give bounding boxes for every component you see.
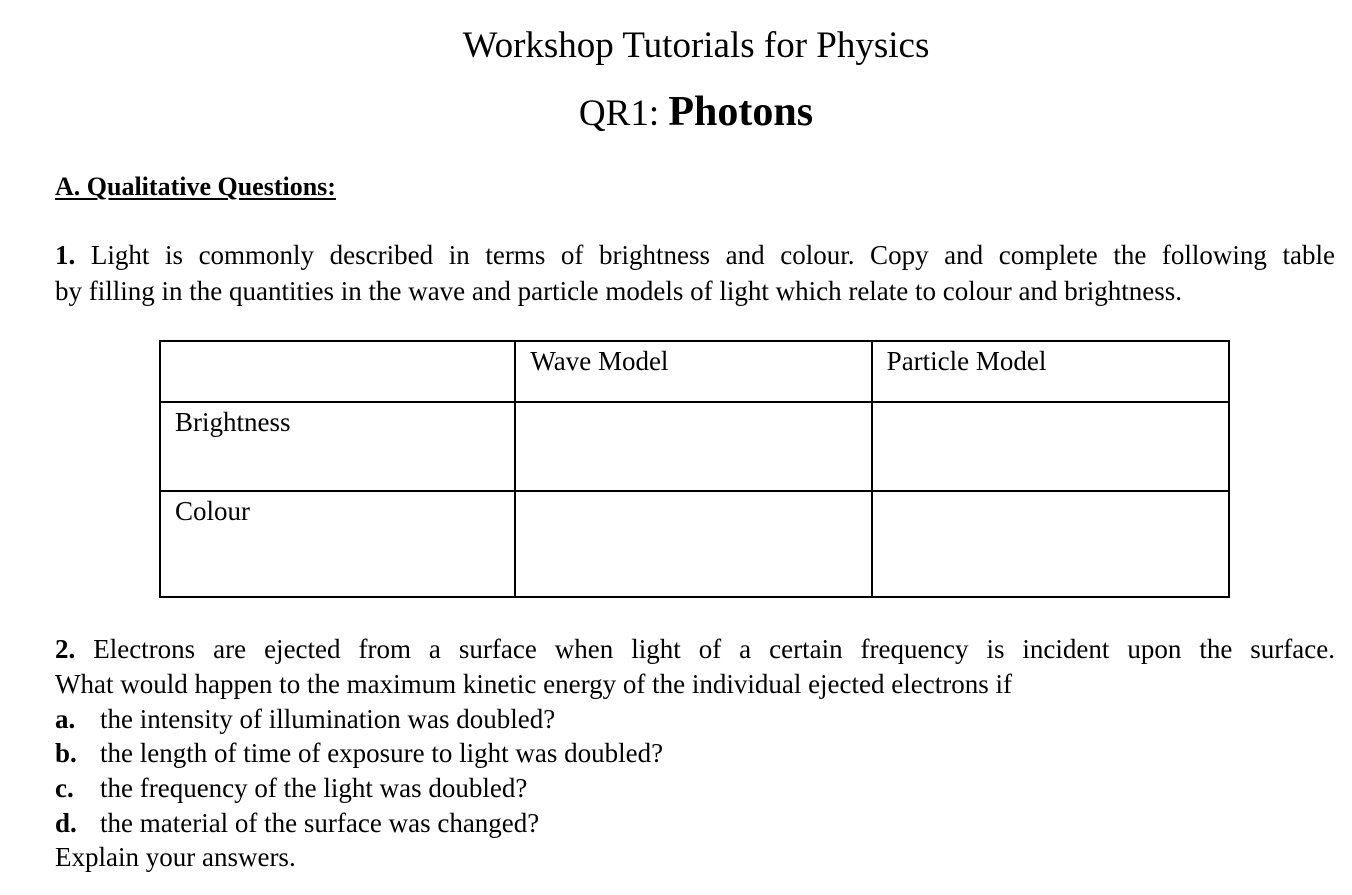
question-2-line-2: What would happen to the maximum kinetic energy of the individual ejected electrons if — [55, 669, 1012, 699]
question-1-number: 1. — [55, 240, 76, 270]
cell-brightness-particle — [872, 402, 1229, 491]
list-item — [55, 806, 539, 841]
table-header-row — [160, 341, 1229, 402]
question-1-line-2: by filling in the quantities in the wave and particle models of light which relate to colour and brightness. — [55, 276, 1182, 306]
cell-colour-wave — [515, 491, 871, 597]
table-row — [160, 402, 1229, 491]
item-text: the material of the surface was changed? — [100, 808, 540, 838]
table-header-particle-model: Particle Model — [872, 341, 1229, 402]
item-text: the intensity of illumination was doubled? — [100, 704, 556, 734]
page-title: Workshop Tutorials for Physics — [462, 25, 930, 66]
item-letter: d. — [55, 808, 77, 838]
table-row — [160, 491, 1229, 597]
question-1-line-1 — [55, 238, 1335, 273]
question-1-text-1: Light is commonly described in terms of brightness and colour. Copy and complete the following table — [75, 240, 1335, 270]
row-label-colour: Colour — [160, 491, 515, 597]
item-letter: c. — [55, 773, 74, 803]
table-header-empty — [160, 341, 515, 402]
subtitle-prefix: QR1: — [578, 93, 669, 134]
model-table — [159, 340, 1230, 598]
cell-colour-particle — [872, 491, 1229, 597]
page-subtitle — [0, 91, 1352, 133]
explain-instruction: Explain your answers. — [55, 842, 296, 872]
list-item — [55, 702, 555, 737]
item-letter: b. — [55, 738, 77, 768]
subtitle-topic: Photons — [668, 89, 814, 135]
question-2-line-1 — [55, 632, 1335, 667]
item-letter: a. — [55, 704, 76, 734]
list-item — [55, 736, 663, 771]
row-label-brightness: Brightness — [160, 402, 515, 491]
cell-brightness-wave — [515, 402, 871, 491]
item-text: the frequency of the light was doubled? — [100, 773, 528, 803]
item-text: the length of time of exposure to light was doubled? — [100, 738, 664, 768]
section-heading: A. Qualitative Questions: — [55, 172, 336, 201]
question-2-number: 2. — [55, 634, 76, 664]
list-item — [55, 771, 527, 806]
question-2-text-1: Electrons are ejected from a surface when light of a certain frequency is incident upon the surface. — [75, 634, 1335, 664]
table-header-wave-model: Wave Model — [515, 341, 871, 402]
